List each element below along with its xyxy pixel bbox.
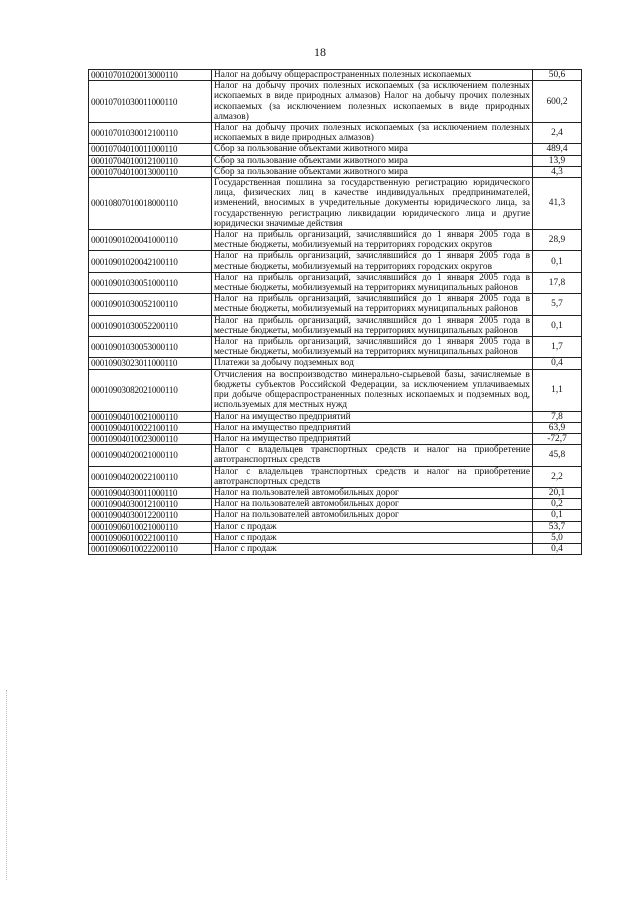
table-row: [89, 144, 582, 155]
revenue-name-cell: Налог на прибыль организаций, зачислявшийся до 1 января 2005 года в местные бюджеты, мобилизуемый на территориях городских округов: [212, 230, 533, 251]
amount-cell: 53,7: [533, 521, 582, 532]
budget-code-cell: 00010901030052100110: [89, 294, 212, 315]
revenue-name-cell: Государственная пошлина за государственную регистрацию юридического лица, физических лиц в качестве индивидуальных предпринимателей, изменений, вносимых в учредительные документы юридического лица, за государственную регистрацию ликвидации юридического лица и другие юридически значимые действия: [212, 178, 533, 230]
amount-cell: 20,1: [533, 487, 582, 498]
revenue-name-cell: Налог на имущество предприятий: [212, 433, 533, 444]
table-row: [89, 178, 582, 230]
amount-cell: 0,2: [533, 499, 582, 510]
revenue-name-cell: Отчисления на воспроизводство минерально-сырьевой базы, зачисляемые в бюджеты субъектов Российской Федерации, за исключением уплачиваемых при добыче общераспространенных полезных ископаемых и подземных вод, используемых для местных нужд: [212, 369, 533, 411]
revenue-name-cell: Платежи за добычу подземных вод: [212, 358, 533, 369]
amount-cell: 0,1: [533, 315, 582, 336]
budget-code-cell: 00010906010022200110: [89, 543, 212, 554]
revenue-name-cell: Налог на пользователей автомобильных дорог: [212, 510, 533, 521]
revenue-name-cell: Налог на прибыль организаций, зачислявшийся до 1 января 2005 года в местные бюджеты, мобилизуемый на территориях городских округов: [212, 251, 533, 272]
budget-code-cell: 00010704010011000110: [89, 144, 212, 155]
amount-cell: 28,9: [533, 230, 582, 251]
revenue-name-cell: Налог с владельцев транспортных средств и налог на приобретение автотранспортных средств: [212, 466, 533, 487]
amount-cell: 45,8: [533, 445, 582, 466]
revenue-name-cell: Налог с владельцев транспортных средств и налог на приобретение автотранспортных средств: [212, 445, 533, 466]
revenue-name-cell: Сбор за пользование объектами животного мира: [212, 144, 533, 155]
amount-cell: 0,4: [533, 358, 582, 369]
revenue-name-cell: Налог на прибыль организаций, зачислявшийся до 1 января 2005 года в местные бюджеты, мобилизуемый на территориях муниципальных районов: [212, 272, 533, 293]
table-row: [89, 358, 582, 369]
amount-cell: 489,4: [533, 144, 582, 155]
table-row: [89, 433, 582, 444]
budget-code-cell: 00010904010022100110: [89, 422, 212, 433]
amount-cell: 1,7: [533, 337, 582, 358]
budget-code-cell: 00010906010022100110: [89, 532, 212, 543]
budget-code-cell: 00010901030052200110: [89, 315, 212, 336]
amount-cell: 5,0: [533, 532, 582, 543]
budget-code-cell: 00010904030012100110: [89, 499, 212, 510]
table-row: [89, 411, 582, 422]
budget-code-cell: 00010704010012100110: [89, 155, 212, 166]
amount-cell: 0,1: [533, 510, 582, 521]
budget-code-cell: 00010903082021000110: [89, 369, 212, 411]
amount-cell: 4,3: [533, 166, 582, 177]
amount-cell: 17,8: [533, 272, 582, 293]
table-row: [89, 123, 582, 144]
table-row: [89, 166, 582, 177]
budget-code-cell: 00010901030053000110: [89, 337, 212, 358]
amount-cell: 13,9: [533, 155, 582, 166]
budget-code-cell: 00010906010021000110: [89, 521, 212, 532]
table-row: [89, 251, 582, 272]
table-row: [89, 499, 582, 510]
budget-code-cell: 00010701030012100110: [89, 123, 212, 144]
amount-cell: 7,8: [533, 411, 582, 422]
budget-code-cell: 00010901020041000110: [89, 230, 212, 251]
budget-code-cell: 00010701020013000110: [89, 70, 212, 81]
table-row: [89, 543, 582, 554]
amount-cell: 63,9: [533, 422, 582, 433]
table-row: [89, 155, 582, 166]
revenue-name-cell: Налог на добычу прочих полезных ископаемых (за исключением полезных ископаемых в виде природных алмазов) Налог на добычу прочих полезных ископаемых (за исключением полезных ископаемых в виде природных алмазов): [212, 81, 533, 123]
budget-code-cell: 00010901030051000110: [89, 272, 212, 293]
revenue-name-cell: Налог на добычу общераспространенных полезных ископаемых: [212, 70, 533, 81]
table-row: [89, 70, 582, 81]
amount-cell: 2,2: [533, 466, 582, 487]
budget-code-cell: 00010904020022100110: [89, 466, 212, 487]
budget-revenue-table: [88, 69, 582, 555]
amount-cell: 600,2: [533, 81, 582, 123]
table-row: [89, 532, 582, 543]
table-row: [89, 337, 582, 358]
revenue-name-cell: Налог на прибыль организаций, зачислявшийся до 1 января 2005 года в местные бюджеты, мобилизуемый на территориях муниципальных районов: [212, 315, 533, 336]
revenue-name-cell: Налог на пользователей автомобильных дорог: [212, 487, 533, 498]
table-row: [89, 315, 582, 336]
table-body: [89, 70, 582, 555]
table-row: [89, 521, 582, 532]
table-row: [89, 466, 582, 487]
amount-cell: 0,1: [533, 251, 582, 272]
amount-cell: -72,7: [533, 433, 582, 444]
revenue-name-cell: Налог на имущество предприятий: [212, 422, 533, 433]
budget-code-cell: 00010904010023000110: [89, 433, 212, 444]
table-row: [89, 81, 582, 123]
budget-code-cell: 00010903023011000110: [89, 358, 212, 369]
budget-code-cell: 00010901020042100110: [89, 251, 212, 272]
revenue-name-cell: Сбор за пользование объектами животного мира: [212, 155, 533, 166]
revenue-name-cell: Налог с продаж: [212, 521, 533, 532]
amount-cell: 5,7: [533, 294, 582, 315]
page-number: 18: [314, 45, 326, 59]
scan-margin-marks: [6, 690, 9, 880]
amount-cell: 0,4: [533, 543, 582, 554]
revenue-name-cell: Налог с продаж: [212, 532, 533, 543]
revenue-name-cell: Налог с продаж: [212, 543, 533, 554]
revenue-name-cell: Сбор за пользование объектами животного мира: [212, 166, 533, 177]
table-row: [89, 510, 582, 521]
amount-cell: 2,4: [533, 123, 582, 144]
amount-cell: 1,1: [533, 369, 582, 411]
budget-code-cell: 00010904030011000110: [89, 487, 212, 498]
revenue-name-cell: Налог на прибыль организаций, зачислявшийся до 1 января 2005 года в местные бюджеты, мобилизуемый на территориях муниципальных районов: [212, 294, 533, 315]
table-row: [89, 445, 582, 466]
table-row: [89, 272, 582, 293]
budget-code-cell: 00010904030012200110: [89, 510, 212, 521]
budget-code-cell: 00010701030011000110: [89, 81, 212, 123]
revenue-name-cell: Налог на прибыль организаций, зачислявшийся до 1 января 2005 года в местные бюджеты, мобилизуемый на территориях муниципальных районов: [212, 337, 533, 358]
table-row: [89, 369, 582, 411]
amount-cell: 41,3: [533, 178, 582, 230]
amount-cell: 50,6: [533, 70, 582, 81]
budget-code-cell: 00010904020021000110: [89, 445, 212, 466]
revenue-name-cell: Налог на имущество предприятий: [212, 411, 533, 422]
budget-code-cell: 00010704010013000110: [89, 166, 212, 177]
budget-code-cell: 00010807010018000110: [89, 178, 212, 230]
budget-code-cell: 00010904010021000110: [89, 411, 212, 422]
table-row: [89, 422, 582, 433]
revenue-name-cell: Налог на пользователей автомобильных дорог: [212, 499, 533, 510]
table-row: [89, 294, 582, 315]
revenue-name-cell: Налог на добычу прочих полезных ископаемых (за исключением полезных ископаемых в виде природных алмазов): [212, 123, 533, 144]
table-row: [89, 230, 582, 251]
table-row: [89, 487, 582, 498]
